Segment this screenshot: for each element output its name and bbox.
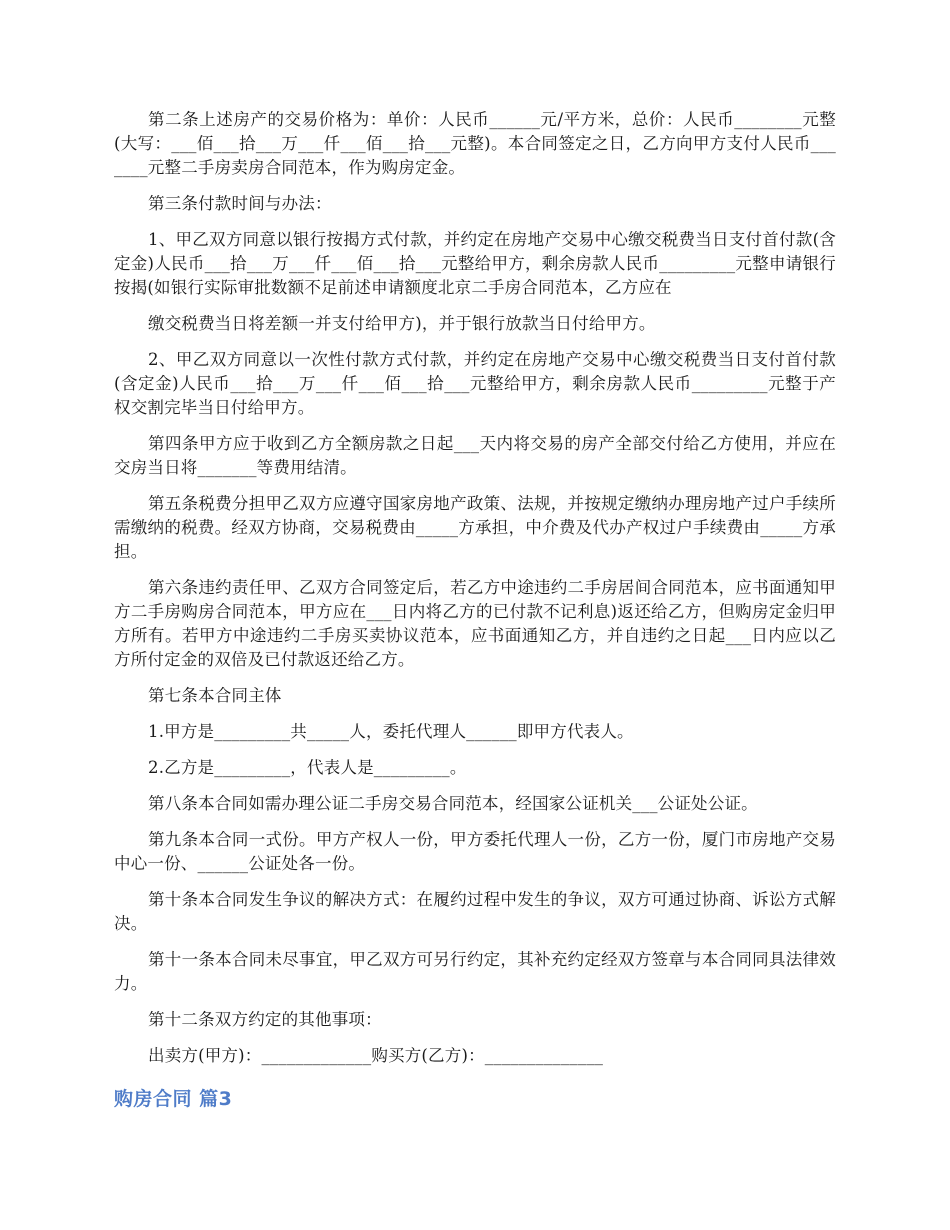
document-page	[114, 108, 836, 1111]
article-3-item-2: 2、甲乙双方同意以一次性付款方式付款，并约定在房地产交易中心缴交税费当日支付首付款(含定金)人民币___拾___万___仟___佰___拾___元整给甲方，剩余房款人民币_________元整于产权交割完毕当日付给甲方。	[114, 350, 836, 417]
article-12-other: 第十二条双方约定的其他事项：	[148, 1010, 382, 1029]
signature-line: 出卖方(甲方)：_____________购买方(乙方)：______________	[148, 1046, 604, 1065]
section-heading: 购房合同 篇3	[114, 1088, 233, 1110]
article-5-taxes: 第五条税费分担甲乙双方应遵守国家房地产政策、法规，并按规定缴纳办理房地产过户手续所需缴纳的税费。经双方协商，交易税费由_____方承担，中介费及代办产权过户手续费由_____方承担。	[114, 494, 836, 561]
article-6-liability: 第六条违约责任甲、乙双方合同签定后，若乙方中途违约二手房居间合同范本，应书面通知甲方二手房购房合同范本，甲方应在___日内将乙方的已付款不记利息)返还给乙方，但购房定金归甲方所有。若甲方中途违约二手房买卖协议范本，应书面通知乙方，并自违约之日起___日内应以乙方所付定金的双倍及已付款返还给乙方。	[114, 578, 836, 669]
article-8-notarization: 第八条本合同如需办理公证二手房交易合同范本，经国家公证机关___公证处公证。	[148, 794, 758, 813]
article-3-item-1-cont: 缴交税费当日将差额一并支付给甲方)，并于银行放款当日付给甲方。	[148, 314, 656, 333]
article-3-item-1: 1、甲乙双方同意以银行按揭方式付款，并约定在房地产交易中心缴交税费当日支付首付款(含定金)人民币___拾___万___仟___佰___拾___元整给甲方，剩余房款人民币_________元整申请银行按揭(如银行实际审批数额不足前述申请额度北京二手房合同范本，乙方应在	[114, 230, 836, 297]
article-2-price: 第二条上述房产的交易价格为：单价：人民币______元/平方米，总价：人民币________元整(大写：___佰___拾___万___仟___佰___拾___元整)。本合同签定之日，乙方向甲方支付人民币_______元整二手房卖房合同范本，作为购房定金。	[114, 110, 836, 177]
article-7-title: 第七条本合同主体	[148, 686, 282, 705]
article-11-supplement: 第十一条本合同未尽事宜，甲乙双方可另行约定，其补充约定经双方签章与本合同同具法律效力。	[114, 950, 836, 993]
article-7-party-a: 1.甲方是_________共_____人，委托代理人______即甲方代表人。	[148, 722, 634, 741]
article-3-title: 第三条付款时间与办法：	[148, 194, 332, 213]
article-10-disputes: 第十条本合同发生争议的解决方式：在履约过程中发生的争议，双方可通过协商、诉讼方式解决。	[114, 890, 836, 933]
article-7-party-b: 2.乙方是_________，代表人是_________。	[148, 758, 467, 777]
article-9-copies: 第九条本合同一式份。甲方产权人一份，甲方委托代理人一份，乙方一份，厦门市房地产交易中心一份、______公证处各一份。	[114, 830, 836, 873]
article-4-delivery: 第四条甲方应于收到乙方全额房款之日起___天内将交易的房产全部交付给乙方使用，并应在交房当日将_______等费用结清。	[114, 434, 836, 477]
